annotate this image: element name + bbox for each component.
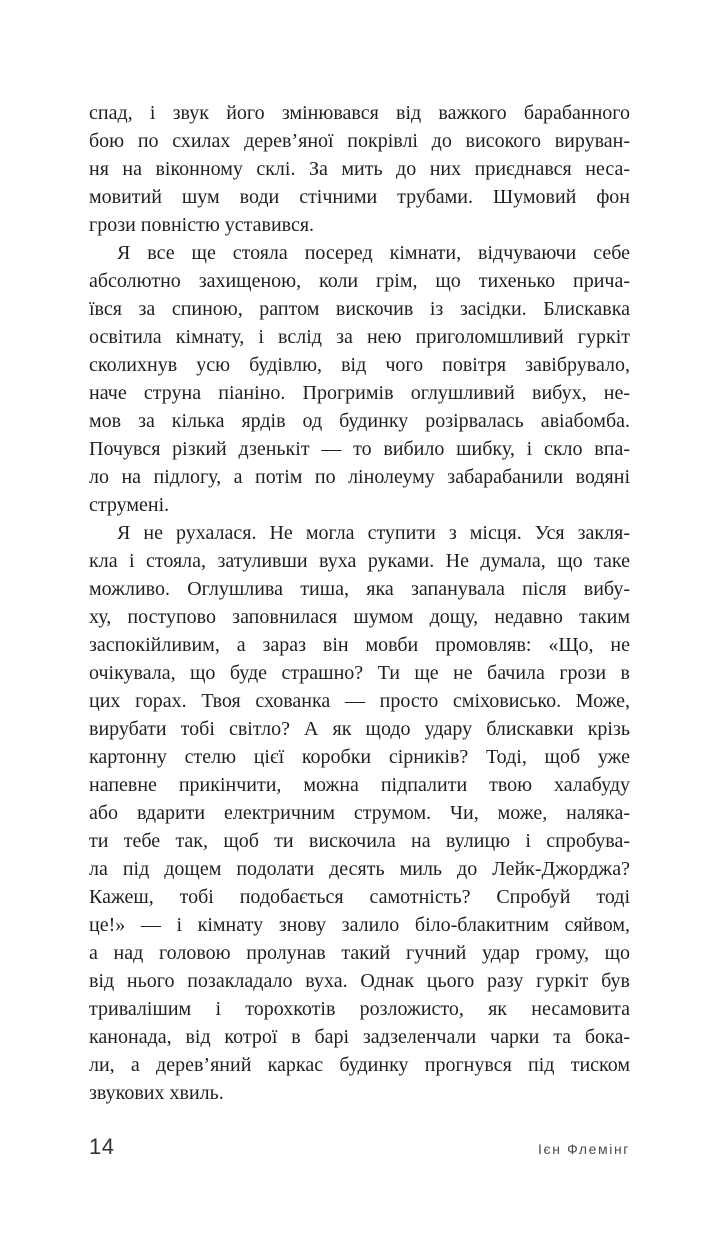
text-line: кла і стояла, затуливши вуха руками. Не думала, що таке — [89, 550, 630, 572]
text-line: або вдарити електричним струмом. Чи, може, наляка- — [89, 802, 630, 824]
text-line: напевне прикінчити, можна підпалити твою халабуду — [89, 774, 630, 796]
text-line: цих горах. Твоя схованка — просто сміховисько. Може, — [89, 690, 630, 712]
text-line: грози повністю уставився. — [89, 214, 315, 236]
text-line: ло на підлогу, а потім по лінолеуму забарабанили водяні — [89, 466, 630, 488]
text-line: мов за кілька ярдів од будинку розірвалась авіабомба. — [89, 410, 630, 432]
text-line: ли, а дерев’яний каркас будинку прогнувся під тиском — [89, 1054, 630, 1076]
text-line: Кажеш, тобі подобається самотність? Спробуй тоді — [89, 886, 630, 908]
text-line: Я не рухалася. Не могла ступити з місця. Уся закля- — [117, 522, 630, 544]
text-line: картонну стелю цієї коробки сірників? Тоді, щоб уже — [89, 746, 630, 768]
text-line: а над головою пролунав такий гучний удар грому, що — [89, 942, 630, 964]
text-line: наче струна піаніно. Прогримів оглушливий вибух, не- — [89, 382, 630, 404]
text-line: сколихнув усю будівлю, від чого повітря завібрувало, — [89, 354, 630, 376]
text-line: ти тебе так, щоб ти вискочила на вулицю і спробува- — [89, 830, 630, 852]
text-line: від нього позакладало вуха. Однак цього разу гуркіт був — [89, 970, 630, 992]
text-line: струмені. — [89, 494, 170, 516]
text-line: заспокійливим, а зараз він мовби промовляв: «Що, не — [89, 634, 630, 656]
paragraph — [89, 239, 630, 519]
text-line: можливо. Оглушлива тиша, яка запанувала після вибу- — [89, 578, 630, 600]
text-line: ївся за спиною, раптом вискочив із засідки. Блискавка — [89, 298, 630, 320]
text-line: очікувала, що буде страшно? Ти ще не бачила грози в — [89, 662, 630, 684]
page-number: 14 — [89, 1134, 115, 1159]
text-line: ху, поступово заповнилася шумом дощу, недавно таким — [89, 606, 630, 628]
text-line: мовитий шум води стічними трубами. Шумовий фон — [89, 186, 630, 208]
text-line: освітила кімнату, і вслід за нею приголомшливий гуркіт — [89, 326, 630, 348]
text-line: ня на віконному склі. За мить до них приєднався неса- — [89, 158, 630, 180]
text-line: Почувся різкий дзенькіт — то вибило шибку, і скло впа- — [89, 438, 630, 460]
running-title-author: Ієн Флемінг — [538, 1141, 630, 1157]
page-footer — [89, 1134, 630, 1160]
paragraph — [89, 519, 630, 1107]
paragraph — [89, 99, 630, 239]
text-line: тривалішим і торохкотів розложисто, як несамовита — [89, 998, 630, 1020]
text-line: абсолютно захищеною, коли грім, що тихенько прича- — [89, 270, 630, 292]
text-line: вирубати тобі світло? А як щодо удару блискавки крізь — [89, 718, 630, 740]
text-line: ла під дощем подолати десять миль до Лейк-Джорджа? — [89, 858, 630, 880]
text-line: звукових хвиль. — [89, 1082, 224, 1104]
text-line: бою по схилах дерев’яної покрівлі до високого вируван- — [89, 130, 630, 152]
text-line: Я все ще стояла посеред кімнати, відчуваючи себе — [117, 242, 630, 264]
page-text — [89, 99, 630, 1107]
text-line: це!» — і кімнату знову залило біло-блакитним сяйвом, — [89, 914, 630, 936]
text-line: канонада, від котрої в барі задзеленчали чарки та бока- — [89, 1026, 630, 1048]
text-line: спад, і звук його змінювався від важкого барабанного — [89, 102, 630, 124]
